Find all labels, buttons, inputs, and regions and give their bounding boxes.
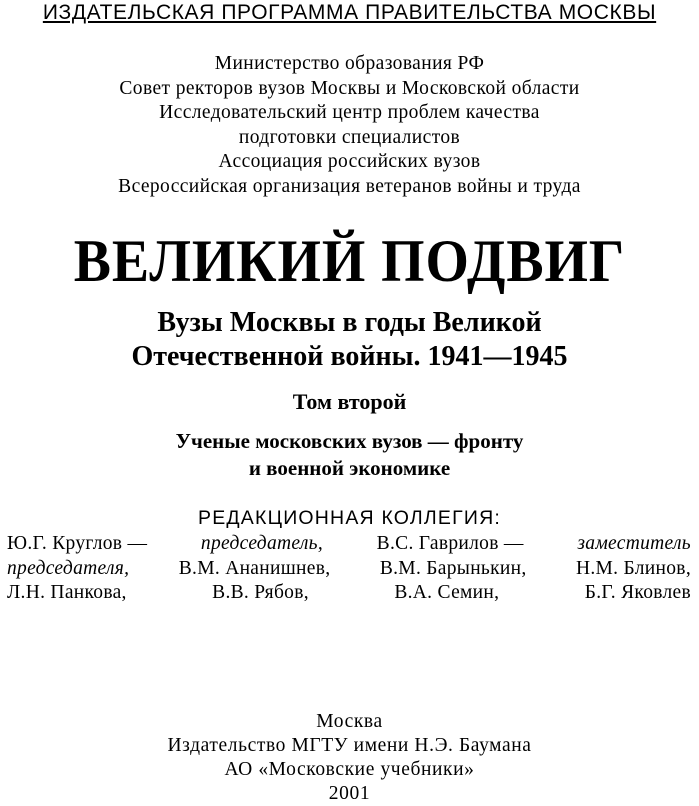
volume-number: Том второй [292,389,407,414]
series-banner: ИЗДАТЕЛЬСКАЯ ПРОГРАММА ПРАВИТЕЛЬСТВА МОСКВЫ [42,1,657,24]
organization-line: Исследовательский центр проблем качества [159,102,540,123]
imprint-co-publisher: АО «Московские учебники» [224,759,475,780]
imprint-publisher: Издательство МГТУ имени Н.Э. Баумана [167,735,532,756]
board-member: В.М. Барынькин, [379,557,527,579]
board-line-2 [7,557,691,582]
subtitle-line-1: Вузы Москвы в годы Великой [157,307,542,338]
chair-role: председатель, [200,533,324,554]
imprint-year: 2001 [328,783,371,804]
board-member: Н.М. Блинов, [575,557,691,579]
board-member: В.В. Рябов, [212,582,309,603]
book-subtitle [0,306,699,374]
organization-line: Всероссийская организация ветеранов войны и труда [118,175,581,197]
deputy-name: В.С. Гаврилов — [376,533,524,554]
organizations-list [0,52,699,199]
chair-name: Ю.Г. Круглов — [7,533,148,554]
subtitle-line-2: Отечественной войны. 1941—1945 [131,341,568,372]
organization-line: Ассоциация российских вузов [218,151,481,172]
board-line-1 [7,532,691,557]
imprint-city: Москва [316,711,383,732]
organization-line: подготовки специалистов [238,126,461,148]
volume-title-line-1: Ученые московских вузов — фронту [175,429,524,453]
board-line-3 [7,581,691,606]
editorial-board-members [7,532,691,606]
book-title: ВЕЛИКИЙ ПОДВИГ [73,228,626,294]
board-member: В.М. Ананишнев, [178,557,331,579]
deputy-role-continued: председателя, [7,557,130,579]
organization-line: Министерство образования РФ [214,53,485,74]
organization-line: Совет ректоров вузов Москвы и Московской области [119,77,580,99]
board-member: Л.Н. Панкова, [7,582,127,603]
board-member: В.А. Семин, [394,582,500,603]
imprint [0,710,699,806]
editorial-board-heading: РЕДАКЦИОННАЯ КОЛЛЕГИЯ: [197,507,502,529]
board-member: Б.Г. Яковлев [584,582,691,603]
volume-title [0,428,699,482]
deputy-role: заместитель [577,533,691,554]
volume-title-line-2: и военной экономике [248,456,451,480]
